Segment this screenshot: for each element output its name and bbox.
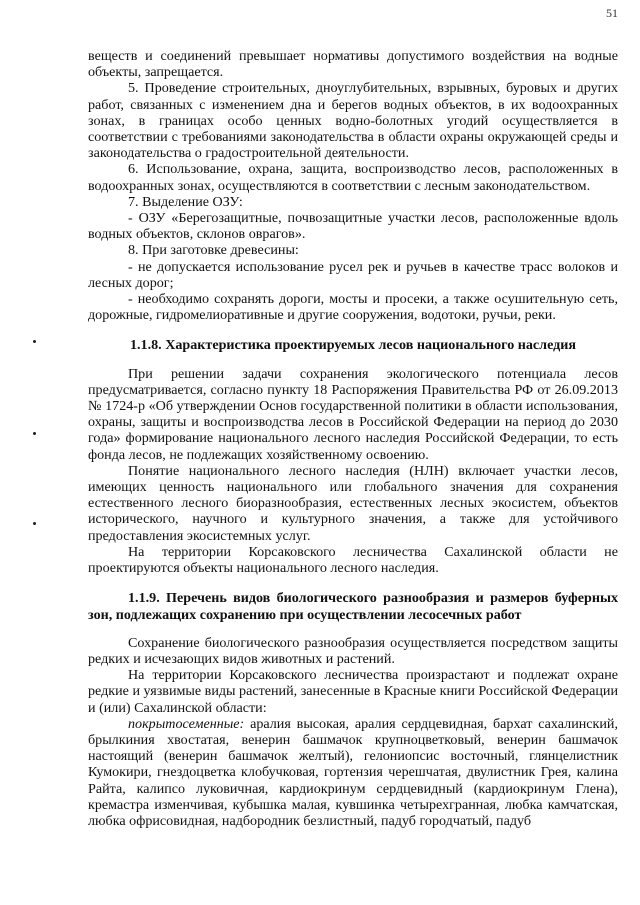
- paragraph: - ОЗУ «Берегозащитные, почвозащитные участки лесов, расположенные вдоль водных объектов, склонов оврагов».: [88, 210, 618, 243]
- paragraph: 7. Выделение ОЗУ:: [128, 193, 243, 210]
- paragraph: При решении задачи сохранения экологического потенциала лесов предусматривается, согласно пункту 18 Распоряжения Правительства РФ от 26.09.2013 № 1724-р «Об утверждении Основ государственной политики в области использования, охраны, защиты и воспроизводства лесов в Российской Федерации на период до 2030 года» формирование национального лесного наследия Российской Федерации, то есть фонда лесов, не подлежащих хозяйственному освоению.: [88, 365, 618, 463]
- page-number: 51: [606, 6, 618, 20]
- paragraph: 6. Использование, охрана, защита, воспроизводство лесов, расположенных в водоохранных зонах, осуществляются в соответствии с лесным законодательством.: [88, 161, 618, 194]
- section-heading: 1.1.8. Характеристика проектируемых лесов национального наследия: [129, 337, 577, 354]
- paragraph: [88, 716, 618, 829]
- paragraph: На территории Корсаковского лесничества произрастают и подлежат охране редкие и уязвимые виды растений, занесенные в Красные книги Российской Федерации и (или) Сахалинской области:: [88, 667, 618, 716]
- margin-mark: [33, 340, 36, 343]
- margin-mark: [33, 432, 36, 435]
- paragraph: 5. Проведение строительных, дноуглубительных, взрывных, буровых и других работ, связанных с изменением дна и берегов водных объектов, в их водоохранных зонах, в границах особо ценных водно-болотных угодий осуществляется в соответствии с требованиями законодательства в области охраны окружающей среды и законодательства о градостроительной деятельности.: [88, 80, 618, 162]
- paragraph: Понятие национального лесного наследия (НЛН) включает участки лесов, имеющих ценность национального или глобального значения для сохранения естественного лесного биоразнообразия, естественных лесных экосистем, объектов исторического, научного и культурного значения, а также для устойчивого предоставления экосистемных услуг.: [88, 462, 618, 544]
- paragraph: 8. При заготовке древесины:: [128, 242, 299, 259]
- paragraph: - не допускается использование русел рек и ручьев в качестве трасс волоков и лесных дорог;: [88, 258, 618, 291]
- document-body: [88, 48, 618, 829]
- paragraph-text: аралия высокая, аралия сердцевидная, бархат сахалинский, брылкиния хвостатая, венерин башмачок крупноцветковый, венерин башмачок настоящий (венерин башмачок желтый), гелониопсис восточный, глянцелистник Кумокири, гнездоцветка клобучковая, гортензия черешчатая, двулистник Грея, калина Райта, калипсо луковичная, кардиокринум сердцевидный (кардиокринум Глена), кремастра изменчивая, кубышка малая, кувшинка четырехгранная, любка камчатская, любка офрисовидная, надбородник безлистный, падуб городчатый, падуб: [88, 715, 618, 829]
- paragraph: веществ и соединений превышает нормативы допустимого воздействия на водные объекты, запрещается.: [88, 48, 618, 81]
- section-heading: 1.1.9. Перечень видов биологического разнообразия и размеров буферных зон, подлежащих сохранению при осуществлении лесосечных работ: [88, 590, 618, 623]
- paragraph: На территории Корсаковского лесничества Сахалинской области не проектируются объекты национального лесного наследия.: [88, 543, 618, 577]
- paragraph-label: покрытосеменные:: [128, 715, 245, 732]
- margin-mark: [33, 522, 36, 525]
- paragraph: Сохранение биологического разнообразия осуществляется посредством защиты редких и исчезающих видов животных и растений.: [88, 634, 618, 667]
- paragraph: - необходимо сохранять дороги, мосты и просеки, а также осушительную сеть, дорожные, гидромелиоративные и другие сооружения, водотоки, ручьи, реки.: [88, 291, 618, 324]
